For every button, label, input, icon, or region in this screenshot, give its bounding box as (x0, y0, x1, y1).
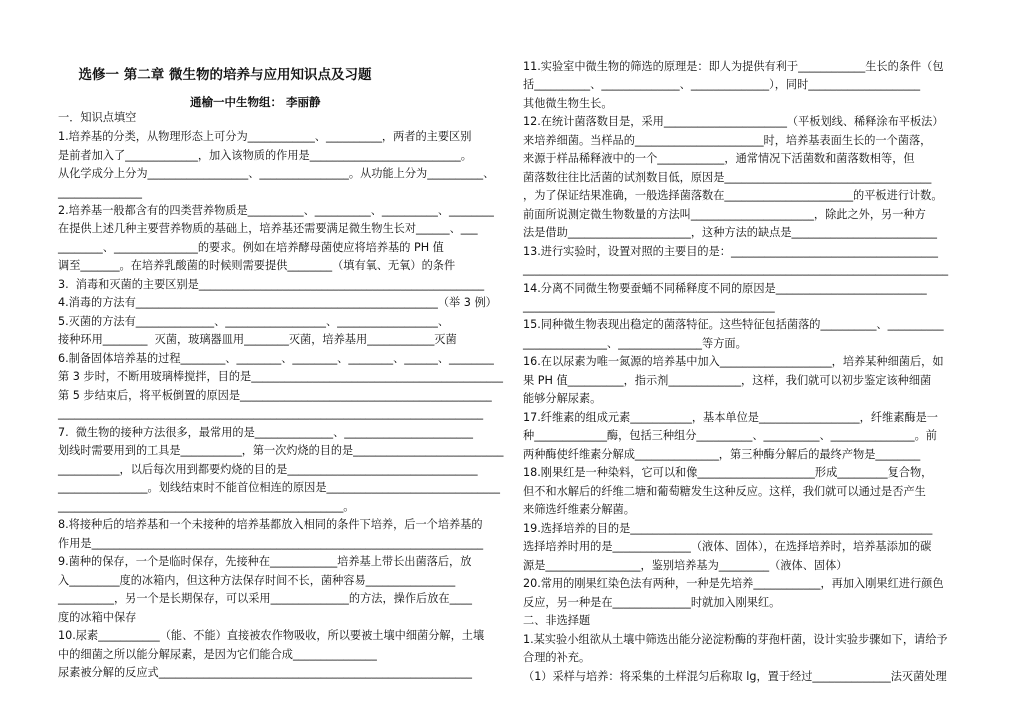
text-line: 2.培养基一般都含有的四类营养物质是__________、__________、__________、________ (58, 204, 494, 217)
text-line: 二、非选择题 (523, 614, 591, 627)
text-line: 8.将接种后的培养基和一个未接种的培养基都放入相同的条件下培养，后一个培养基的 (58, 518, 483, 531)
text-line: 10.尿素___________（能、不能）直接被农作物吸收，所以要被土壤中细菌分解，土壤 (58, 629, 485, 642)
text-line: 6.制备固体培养基的过程________、________、________、________、______、________ (58, 352, 494, 365)
text-line: 反应，另一种是在______________时就加入刚果红。 (523, 596, 781, 609)
text-line: 其他微生物生长。 (523, 97, 613, 110)
text-line: 果 PH 值__________，指示剂_____________，这样，我们就可以初步鉴定该种细菌 (523, 374, 932, 387)
document-subtitle: 通榆一中生物组： 李丽静 (190, 95, 321, 109)
text-line: 11.实验室中微生物的筛选的原理是：即人为提供有利于____________生长的条件（包 (523, 60, 944, 73)
text-line: 括__________、______________、______________），同时____________________ (523, 78, 921, 91)
text-line: 中的细菌之所以能分解尿素，是因为它们能合成_______________ (58, 648, 377, 661)
text-line: 17.纤维素的组成元素___________，基本单位是__________________，纤维素酶是一 (523, 411, 938, 424)
text-line: ________________。划线结束时不能首位相连的原因是_______________________________ (58, 481, 500, 494)
text-line: ________、_______________的要求。例如在培养酵母菌使应将培养基的 PH 值 (58, 241, 444, 254)
text-line: ，为了保证结果准确，一般选择菌落数在_______________________的平板进行计数。 (523, 189, 943, 202)
text-line: 第 5 步结束后，将平板倒置的原因是_____________________________________________ (58, 389, 492, 402)
text-line: 接种环用________ 灭菌，玻璃器皿用________灭菌，培养基用____________灭菌 (58, 333, 457, 346)
text-line: 第 3 步时，不断用玻璃棒搅拌，目的是_____________________________________________ (58, 370, 503, 383)
text-line: 5.灭菌的方法有______________、__________________、__________________、 (58, 315, 450, 328)
document-title: 选修一 第二章 微生物的培养与应用知识点及习题 (78, 67, 372, 83)
text-line: 入_________度的冰箱内，但这种方法保存时间不长，菌种容易________________ (58, 574, 456, 587)
text-line: ____________________________________________________________________________ (523, 263, 949, 276)
text-line: 菌落数往往比活菌的试剂数目低，原因是_____________________________________ (523, 171, 932, 184)
text-line: 来源于样品稀释液中的一个____________，通常情况下活菌数和菌落数相等，但 (523, 152, 915, 165)
text-line: _______________、_______________等方面。 (523, 337, 747, 350)
text-line: 20.常用的刚果红染色法有两种，一种是先培养____________，再加入刚果红进行颜色 (523, 577, 944, 590)
text-line: 4.消毒的方法有______________________________________________________（举 3 例） (58, 296, 497, 309)
text-line: 7. 微生物的接种方法很多，最常用的是______________、_______________________ (58, 426, 473, 439)
text-line: 14.分离不同微生物要蚕蛹不同稀释度不同的原因是___________________________ (523, 282, 927, 295)
text-line: （1）采样与培养：将采集的土样混匀后称取 lg，置于经过______________法灭菌处理 (523, 670, 947, 683)
text-line: 13.进行实验时，设置对照的主要目的是：_____________________________________ (523, 245, 938, 258)
text-line: ___________，以后每次用到都要灼烧的目的是__________________________________ (58, 463, 478, 476)
text-line: 16.在以尿素为唯一氮源的培养基中加入____________________，培养某种细菌后，如 (523, 355, 944, 368)
text-line: _______________ (58, 186, 142, 199)
text-line: 在提供上述几种主要营养物质的基础上，培养基还需要满足微生物生长对______、___ (58, 222, 478, 235)
text-line: 划线时需要用到的工具是___________，第一次灼烧的目的是___________________________ (58, 444, 504, 457)
text-line: 1.培养基的分类，从物理形态上可分为____________、__________，两者的主要区别 (58, 130, 472, 143)
text-line: 19.选择培养的目的是______________________________________________________ (523, 522, 933, 535)
text-line: 一．知识点填空 (58, 111, 137, 124)
text-line: 源是_________________，鉴别培养基为_________（液体、固体） (523, 559, 848, 572)
text-line: 选择培养时用的是______________（液体、固体），在选择培养时，培养基添加的碳 (523, 540, 932, 553)
text-line: _____________________________________________ (523, 300, 775, 313)
text-line: 两种酶使纤维素分解成_______________，第三种酶分解后的最终产物是________ (523, 448, 921, 461)
text-line: __________，另一个是长期保存，可以采用______________的方法，操作后放在____ (58, 592, 472, 605)
text-line: 15.同种微生物表现出稳定的菌落特征。这些特征包括菌落的__________、__________ (523, 318, 944, 331)
text-line: 3. 消毒和灭菌的主要区别是___________________________________________________ (58, 278, 485, 291)
text-line: ____________________________________________________________________________ (58, 407, 484, 420)
text-line: 前面所说测定微生物数量的方法叫______________________，除此之外，另一种方 (523, 208, 926, 221)
text-line: 调至_______。在培养乳酸菌的时候则需要提供________（填有氧、无氧）的条件 (58, 259, 456, 272)
text-line: 12.在统计菌落数目是，采用______________________（平板划线、稀释涂布平板法） (523, 115, 944, 128)
text-line: 从化学成分上分为__________________、________________。从功能上分为__________、 (58, 167, 495, 180)
text-line: 18.刚果红是一种染料，它可以和像_____________________形成_________复合物， (523, 466, 933, 479)
text-line: 来培养细菌。当样品的_______________________时，培养基表面生长的一个菌落， (523, 134, 932, 147)
text-line: 但不和水解后的纤维二塘和葡萄糖发生这种反应。这样，我们就可以通过是否产生 (523, 485, 926, 498)
text-line: ___________________________________________________。 (58, 500, 355, 513)
text-line: 合理的补充。 (523, 651, 591, 664)
text-line: 1.某实验小组欲从土壤中筛选出能分泌淀粉酶的芽孢杆菌，设计实验步骤如下，请给予 (523, 633, 948, 646)
text-line: 法是借助______________________，这种方法的缺点是__________________________ (523, 226, 937, 239)
text-line: 能够分解尿素。 (523, 392, 602, 405)
text-line: 作用是______________________________________________________________________ (58, 537, 484, 550)
text-line: 来筛选纤维素分解菌。 (523, 503, 635, 516)
text-line: 尿素被分解的反应式________________________________________________________ (58, 666, 472, 679)
text-line: 度的冰箱中保存 (58, 611, 137, 624)
text-line: 是前者加入了_____________，加入该物质的作用是___________________________。 (58, 149, 472, 162)
text-line: 种_____________酶，包括三种组分__________、__________、_______________。前 (523, 429, 937, 442)
text-line: 9.菌种的保存，一个是临时保存，先接种在____________培养基上带长出菌落后，放 (58, 555, 472, 568)
